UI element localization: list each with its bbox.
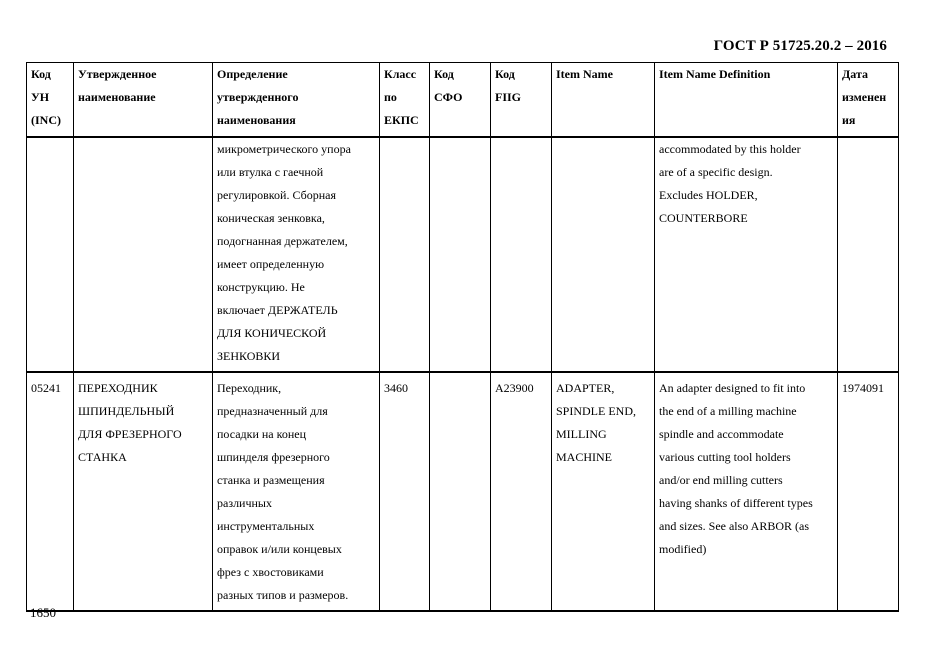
table-row: [27, 372, 899, 611]
header-date-changed: Дата изменен ия: [838, 63, 899, 137]
cell-inc: [27, 137, 74, 372]
header-definition-ru: Определение утвержденного наименования: [213, 63, 380, 137]
table-header-row: [27, 63, 899, 137]
header-inc: Код УН (INC): [27, 63, 74, 137]
cell-item-name: ADAPTER, SPINDLE END, MILLING MACHINE: [552, 372, 655, 611]
cell-class: 3460: [380, 372, 430, 611]
header-fiig: Код FIIG: [491, 63, 552, 137]
header-class: Класс по ЕКПС: [380, 63, 430, 137]
cell-item-name: [552, 137, 655, 372]
cell-fiig: A23900: [491, 372, 552, 611]
cell-fiig: [491, 137, 552, 372]
header-item-name-definition: Item Name Definition: [655, 63, 838, 137]
cell-name-ru: ПЕРЕХОДНИК ШПИНДЕЛЬНЫЙ ДЛЯ ФРЕЗЕРНОГО СТАНКА: [74, 372, 213, 611]
header-item-name: Item Name: [552, 63, 655, 137]
cell-inc: 05241: [27, 372, 74, 611]
document-header: ГОСТ Р 51725.20.2 – 2016: [713, 38, 887, 54]
header-approved-name: Утвержденное наименование: [74, 63, 213, 137]
cell-definition-ru: Переходник, предназначенный для посадки на конец шпинделя фрезерного станка и размещения различных инструментальных оправок и/или концевых фрез с хвостовиками разных типов и размеров.: [213, 372, 380, 611]
cell-definition-en: accommodated by this holder are of a specific design. Excludes HOLDER, COUNTERBORE: [655, 137, 838, 372]
cell-date: 1974091: [838, 372, 899, 611]
cell-sfo: [430, 372, 491, 611]
page-number: 1650: [30, 605, 56, 620]
cell-sfo: [430, 137, 491, 372]
cell-definition-en: An adapter designed to fit into the end of a milling machine spindle and accommodate various cutting tool holders and/or end milling cutters having shanks of different types and sizes. See also ARBOR (as modified): [655, 372, 838, 611]
nomenclature-table: [26, 62, 899, 612]
cell-definition-ru: микрометрического упора или втулка с гаечной регулировкой. Сборная коническая зенковка, подогнанная держателем, имеет определенную конструкцию. Не включает ДЕРЖАТЕЛЬ ДЛЯ КОНИЧЕСКОЙ ЗЕНКОВКИ: [213, 137, 380, 372]
cell-name-ru: [74, 137, 213, 372]
table-row-continued: [27, 137, 899, 372]
cell-date: [838, 137, 899, 372]
cell-class: [380, 137, 430, 372]
header-sfo: Код СФО: [430, 63, 491, 137]
